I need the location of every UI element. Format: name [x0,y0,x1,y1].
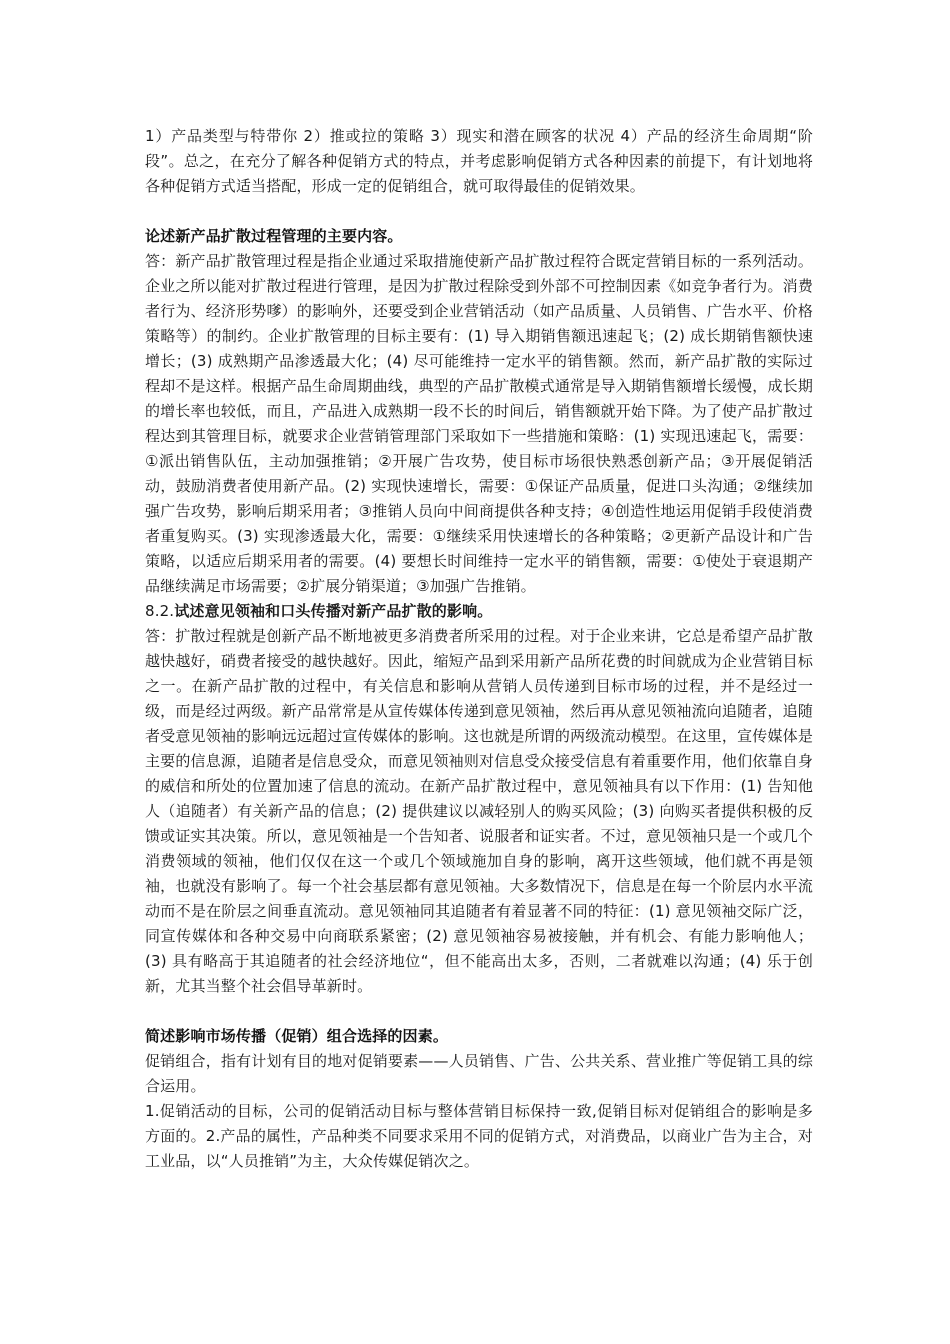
paragraph-gap [145,999,813,1024]
question-3-factors: 1.促销活动的目标，公司的促销活动目标与整体营销目标保持一致,促销目标对促销组合的影响是多方面的。2.产品的属性，产品种类不同要求采用不同的促销方式，对消费品，以商业广告为主合，对工业品，以“人员推销”为主，大众传媒促销次之。 [145,1102,813,1170]
question-2-answer: 答：扩散过程就是创新产品不断地被更多消费者所采用的过程。对于企业来讲，它总是希望产品扩散越快越好，硝费者接受的越快越好。因此，缩短产品到采用新产品所花费的时间就成为企业营销目标之一。在新产品扩散的过程中，有关信息和影响从营销人员传递到目标市场的过程，并不是经过一级，而是经过两级。新产品常常是从宣传媒体传递到意见领袖，然后再从意见领袖流向追随者，追随者受意见领袖的影响远远超过宣传媒体的影响。这也就是所谓的两级流动模型。在这里，宣传媒体是主要的信息源，追随者是信息受众，而意见领袖则对信息受众接受信息有着重要作用，他们依靠自身的威信和所处的位置加速了信息的流动。在新产品扩散过程中，意见领袖具有以下作用：(1) 告知他人（追随者）有关新产品的信息；(2) 提供建议以减轻别人的购买风险；(3) 向购买者提供积极的反馈或证实其决策。所以，意见领袖是一个告知者、说服者和证实者。不过，意见领袖只是一个或几个消费领域的领袖，他们仅仅在这一个或几个领域施加自身的影响，离开这些领域，他们就不再是领袖，也就没有影响了。每一个社会基层都有意见领袖。大多数情况下，信息是在每一个阶层内水平流动而不是在阶层之间垂直流动。意见领袖同其追随者有着显著不同的特征：(1) 意见领袖交际广泛，同宣传媒体和各种交易中向商联系紧密；(2) 意见领袖容易被接触，并有机会、有能力影响他人；(3) 具有略高于其追随者的社会经济地位“，但不能高出太多，否则，二者就难以沟通；(4) 乐于创新，尤其当整个社会倡导革新时。 [145,627,813,995]
paragraph-gap [145,199,813,224]
question-3-definition: 促销组合，指有计划有目的地对促销要素——人员销售、广告、公共关系、营业推广等促销工具的综合运用。 [145,1052,813,1095]
document-page [145,124,813,1174]
question-1-answer: 答：新产品扩散管理过程是指企业通过采取措施使新产品扩散过程符合既定营销目标的一系列活动。企业之所以能对扩散过程进行管理，是因为扩散过程除受到外部不可控制因素《如竞争者行为。消费者行为、经济形势嗲）的影响外，还要受到企业营销活动（如产品质量、人员销售、广告水平、价格策略等）的制约。企业扩散管理的目标主要有：(1) 导入期销售额迅速起飞；(2) 成长期销售额快速增长；(3) 成熟期产品渗透最大化；(4) 尽可能维持一定水平的销售额。然而，新产品扩散的实际过程却不是这样。根据产品生命周期曲线，典型的产品扩散模式通常是导入期销售额增长缓慢，成长期的增长率也较低，而且，产品进入成熟期一段不长的时间后，销售额就开始下降。为了使产品扩散过程达到其管理目标，就要求企业营销管理部门采取如下一些措施和策略：(1) 实现迅速起飞，需要：①派出销售队伍，主动加强推销；②开展广告攻势，使目标市场很快熟悉创新产品；③开展促销活动，鼓励消费者使用新产品。(2) 实现快速增长，需要：①保证产品质量，促进口头沟通；②继续加强广告攻势，影响后期采用者；③推销人员向中间商提供各种支持；④创造性地运用促销手段使消费者重复购买。(3) 实现渗透最大化，需要：①继续采用快速增长的各种策略；②更新产品设计和广告策略，以适应后期采用者的需要。(4) 要想长时间维持一定水平的销售额，需要：①使处于衰退期产品继续满足市场需要；②扩展分销渠道；③加强广告推销。 [145,252,813,595]
question-2-heading [145,599,813,624]
question-3-heading: 简述影响市场传播（促销）组合选择的因素。 [145,1027,449,1045]
intro-paragraph: 1）产品类型与特带你 2）推或拉的策略 3）现实和潜在顾客的状况 4）产品的经济生命周期“阶段”。总之，在充分了解各种促销方式的特点，并考虑影响促销方式各种因素的前提下，有计划地将各种促销方式适当搭配，形成一定的促销组合，就可取得最佳的促销效果。 [145,127,813,195]
question-2-number: 8.2. [145,602,175,620]
question-1-heading: 论述新产品扩散过程管理的主要内容。 [145,227,403,245]
question-2-title: 试述意见领袖和口头传播对新产品扩散的影响。 [174,602,493,620]
